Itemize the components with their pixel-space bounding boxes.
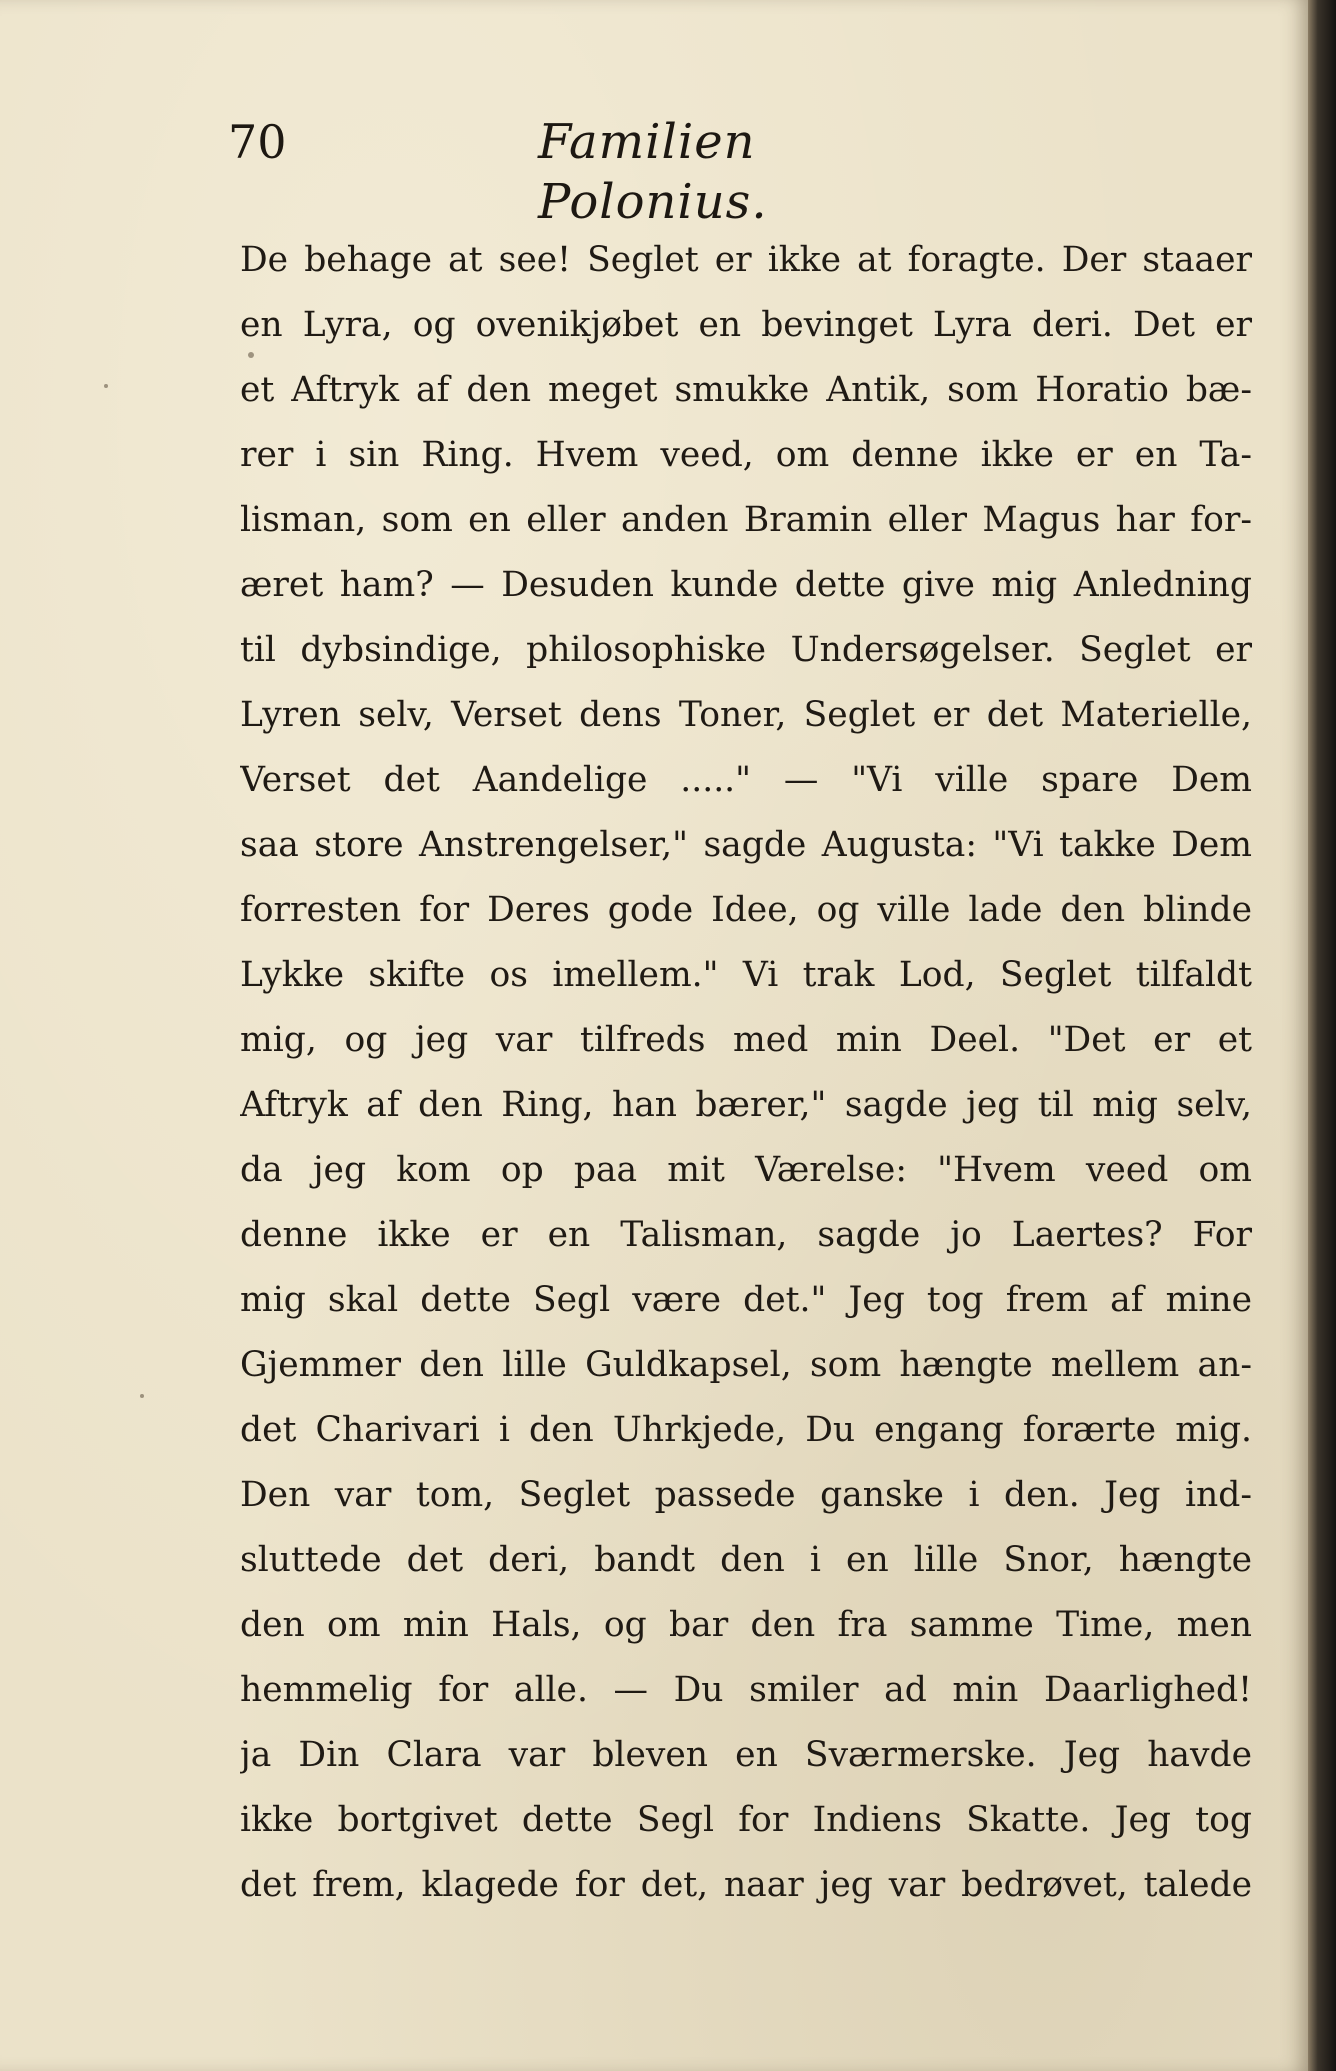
text-line: sluttede det deri, bandt den i en lille Snor, hængte (240, 1540, 1252, 1580)
page-number: 70 (228, 115, 287, 169)
text-line: en Lyra, og ovenikjøbet en bevinget Lyra deri. Det er (240, 305, 1252, 345)
text-line: til dybsindige, philosophiske Undersøgelser. Seglet er (240, 630, 1252, 670)
text-line: Verset det Aandelige ....." — "Vi ville spare Dem (240, 760, 1252, 800)
text-line: Gjemmer den lille Guldkapsel, som hængte mellem an- (240, 1345, 1252, 1385)
text-line: Aftryk af den Ring, han bærer," sagde jeg til mig selv, (240, 1085, 1252, 1125)
text-line: De behage at see! Seglet er ikke at foragte. Der staaer (240, 240, 1252, 280)
text-line: Lyren selv, Verset dens Toner, Seglet er det Materielle, (240, 695, 1252, 735)
text-line: den om min Hals, og bar den fra samme Time, men (240, 1605, 1252, 1645)
text-line: forresten for Deres gode Idee, og ville lade den blinde (240, 890, 1252, 930)
text-line: Lykke skifte os imellem." Vi trak Lod, Seglet tilfaldt (240, 955, 1252, 995)
book-spine-shadow (1308, 0, 1336, 2071)
paper-speck (140, 1394, 144, 1398)
page-header (228, 112, 948, 230)
text-line: denne ikke er en Talisman, sagde jo Laertes? For (240, 1215, 1252, 1255)
text-line: ikke bortgivet dette Segl for Indiens Skatte. Jeg tog (240, 1800, 1252, 1840)
text-line: rer i sin Ring. Hvem veed, om denne ikke er en Ta- (240, 435, 1252, 475)
text-line: da jeg kom op paa mit Værelse: "Hvem veed om (240, 1150, 1252, 1190)
text-line: ja Din Clara var bleven en Sværmerske. Jeg havde (240, 1735, 1252, 1775)
text-line: et Aftryk af den meget smukke Antik, som Horatio bæ- (240, 370, 1252, 410)
text-line: Den var tom, Seglet passede ganske i den. Jeg ind- (240, 1475, 1252, 1515)
text-line: mig skal dette Segl være det." Jeg tog frem af mine (240, 1280, 1252, 1320)
paper-speck (104, 384, 108, 388)
text-line: det Charivari i den Uhrkjede, Du engang forærte mig. (240, 1410, 1252, 1450)
running-title: Familien Polonius. (538, 114, 768, 230)
text-line: lisman, som en eller anden Bramin eller Magus har for- (240, 500, 1252, 540)
body-text (240, 228, 1252, 1918)
text-line: hemmelig for alle. — Du smiler ad min Daarlighed! (240, 1670, 1252, 1710)
text-line: det frem, klagede for det, naar jeg var bedrøvet, talede (240, 1865, 1252, 1905)
text-line: æret ham? — Desuden kunde dette give mig Anledning (240, 565, 1252, 605)
text-line: saa store Anstrengelser," sagde Augusta: "Vi takke Dem (240, 825, 1252, 865)
paper-speck (248, 352, 254, 358)
text-line: mig, og jeg var tilfreds med min Deel. "Det er et (240, 1020, 1252, 1060)
